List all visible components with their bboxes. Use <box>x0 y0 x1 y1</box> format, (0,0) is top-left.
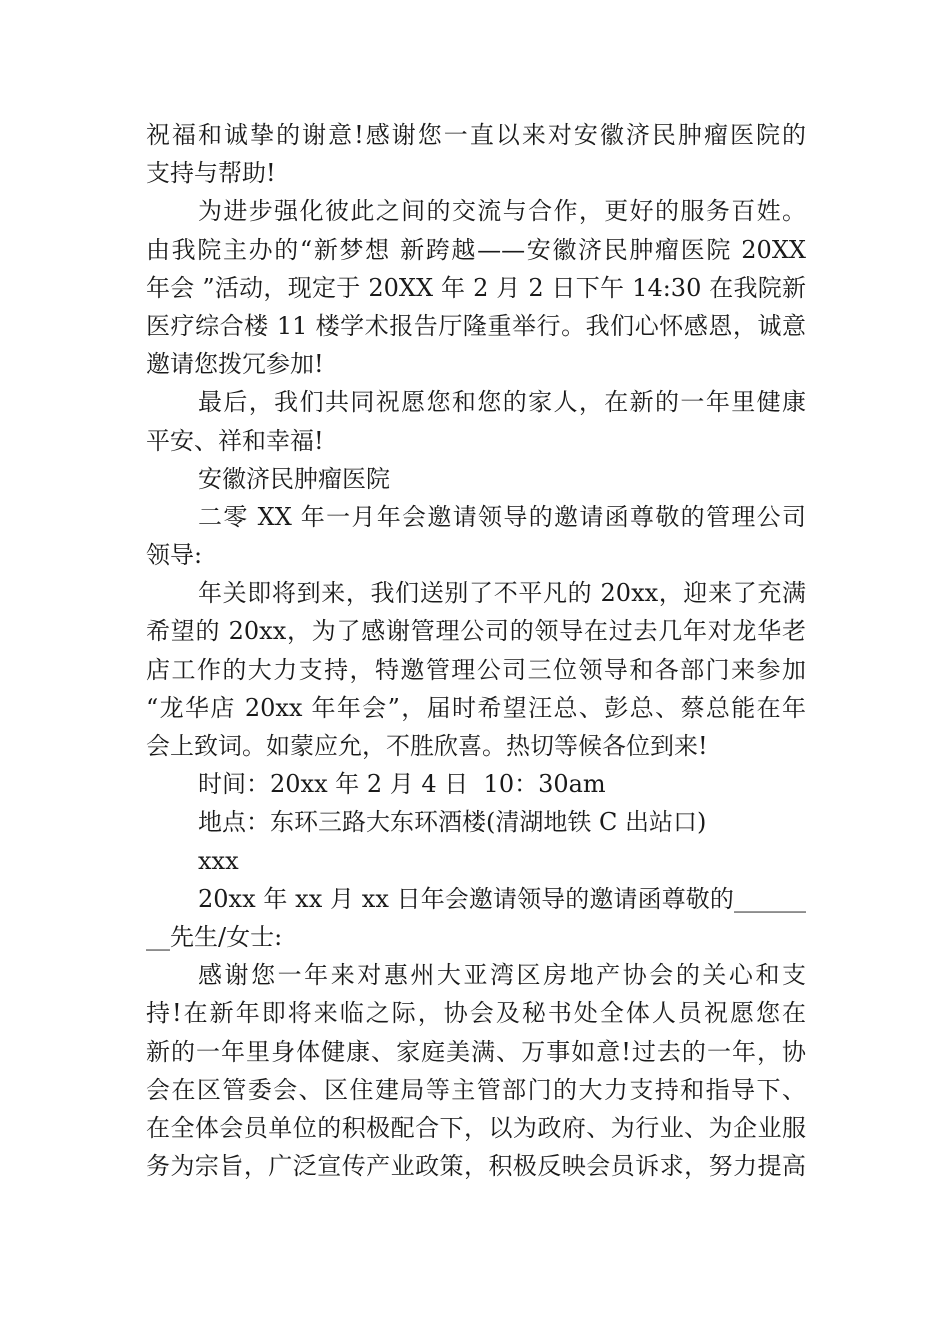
text-line: 邀请您拨冗参加! <box>146 350 324 379</box>
text-line: 持!在新年即将来临之际，协会及秘书处全体人员祝愿您在 <box>146 999 806 1028</box>
text-line: 支持与帮助! <box>146 159 276 188</box>
text-line: 领导: <box>146 541 203 570</box>
text-line: 祝福和诚挚的谢意!感谢您一直以来对安徽济民肿瘤医院的 <box>146 121 806 149</box>
text-line: 安徽济民肿瘤医院 <box>198 464 390 493</box>
text-line: 平安、祥和幸福! <box>146 426 324 455</box>
text-line: 由我院主办的“新梦想 新跨越——安徽济民肿瘤医院 20XX <box>146 235 806 264</box>
text-line: 最后，我们共同祝愿您和您的家人，在新的一年里健康 <box>198 388 806 417</box>
text-line: 店工作的大力支持，特邀管理公司三位领导和各部门来参加 <box>146 655 806 684</box>
text-line: xxx <box>198 846 239 875</box>
text-line: 务为宗旨，广泛宣传产业政策，积极反映会员诉求，努力提高 <box>146 1152 806 1181</box>
text-line: 二零 XX 年一月年会邀请领导的邀请函尊敬的管理公司 <box>198 502 806 531</box>
text-line: 20xx 年 xx 月 xx 日年会邀请领导的邀请函尊敬的______ <box>198 884 806 913</box>
text-line: 在全体会员单位的积极配合下，以为政府、为行业、为企业服 <box>146 1113 806 1142</box>
text-line: 年会 ”活动，现定于 20XX 年 2 月 2 日下午 14:30 在我院新 <box>146 273 806 302</box>
text-line: 地点：东环三路大东环酒楼(清湖地铁 C 出站口) <box>198 808 707 837</box>
text-line: 会在区管委会、区住建局等主管部门的大力支持和指导下、 <box>146 1075 806 1104</box>
text-line: 医疗综合楼 11 楼学术报告厅隆重举行。我们心怀感恩，诚意 <box>146 311 806 340</box>
text-line: “龙华店 20xx 年年会”，届时希望汪总、彭总、蔡总能在年 <box>146 693 806 722</box>
text-line: 感谢您一年来对惠州大亚湾区房地产协会的关心和支 <box>198 961 806 990</box>
document-body <box>146 116 806 1185</box>
text-line: 时间：20xx 年 2 月 4 日 10：30am <box>198 770 606 799</box>
text-line: 新的一年里身体健康、家庭美满、万事如意!过去的一年，协 <box>146 1037 806 1066</box>
text-line: 年关即将到来，我们送别了不平凡的 20xx，迎来了充满 <box>198 579 806 608</box>
text-line: 会上致词。如蒙应允，不胜欣喜。热切等候各位到来! <box>146 732 708 760</box>
text-line: 为进步强化彼此之间的交流与合作，更好的服务百姓。 <box>198 197 806 226</box>
text-line: __先生/女士: <box>146 922 283 951</box>
text-line: 希望的 20xx，为了感谢管理公司的领导在过去几年对龙华老 <box>146 617 806 646</box>
